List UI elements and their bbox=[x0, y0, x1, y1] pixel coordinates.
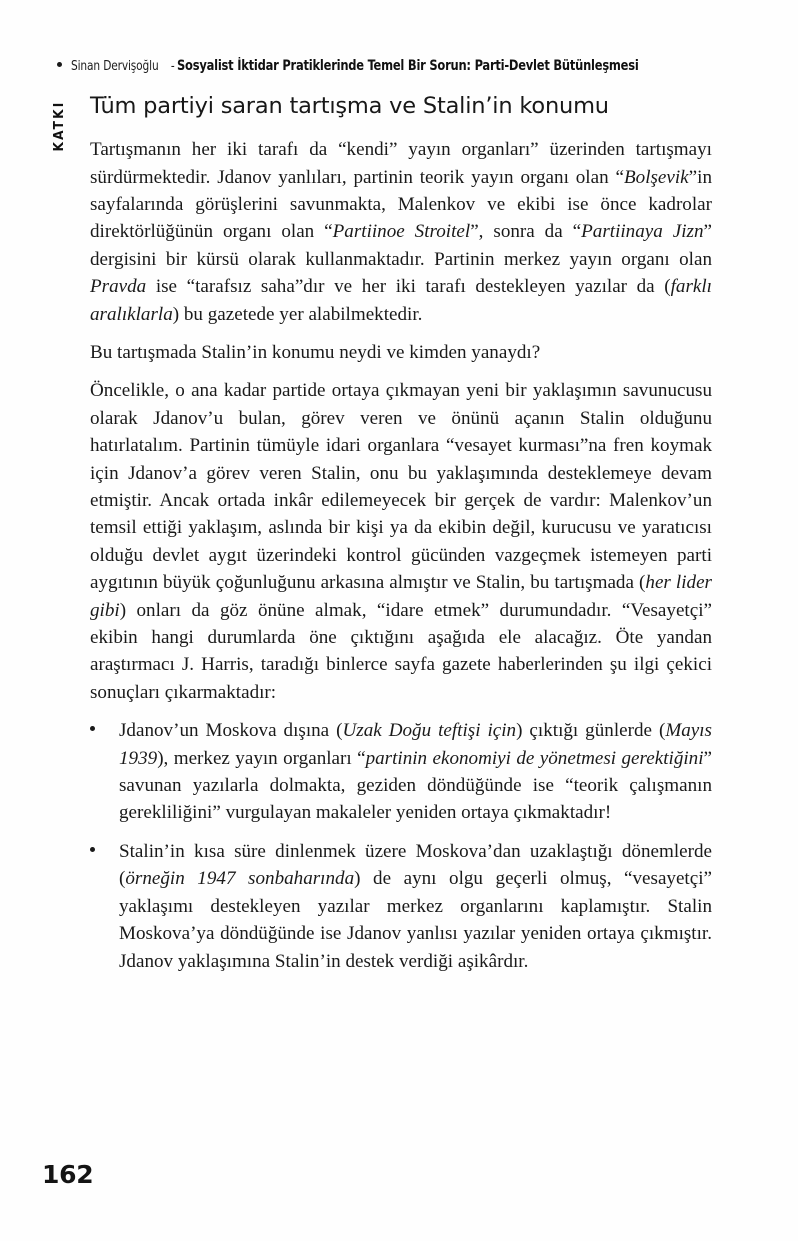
text-run: Tartışmanın her iki tarafı da “kendi” yayın organları” üzerinden tartışmayı sürdürmektedir. Jdanov yanlıları, partinin teorik yayın organı olan “ bbox=[90, 139, 712, 188]
section-tab bbox=[47, 88, 71, 164]
text-run: ), merkez yayın organları “ bbox=[157, 747, 366, 769]
text-run: ) çıktığı günlerde ( bbox=[516, 720, 666, 742]
paragraph-2 bbox=[90, 339, 712, 366]
page-title: Tüm partiyi saran tartışma ve Stalin’in konumu bbox=[90, 93, 609, 119]
paragraph-3 bbox=[90, 377, 712, 706]
italic-run: Partiinoe Stroitel bbox=[332, 221, 471, 243]
italic-run: Mayıs 1939 bbox=[119, 720, 712, 769]
bullet-item-2 bbox=[90, 838, 712, 975]
italic-run: partinin ekonomiyi de yönetmesi gerektiğini bbox=[365, 747, 704, 769]
section-tab-label: KATKI bbox=[51, 100, 67, 152]
text-run: Jdanov’un Moskova dışına ( bbox=[119, 720, 343, 742]
paragraph-1 bbox=[90, 136, 712, 328]
text-run: Bu tartışmada Stalin’in konumu neydi ve kimden yanaydı? bbox=[90, 341, 541, 363]
text-run: ) bu gazetede yer alabilmektedir. bbox=[172, 303, 423, 325]
text-run: Stalin’in kısa süre dinlenmek üzere Moskova’dan uzaklaştığı dönemlerde ( bbox=[119, 840, 712, 890]
italic-run: her lider gibi bbox=[90, 572, 712, 621]
text-run: ”in sayfalarında görüşlerini savunmakta, Malenkov ve ekibi ise önce kadrolar direktörlüğünün organı olan “ bbox=[90, 166, 712, 243]
running-header bbox=[57, 58, 747, 80]
bullet-marker-icon bbox=[90, 717, 119, 744]
header-article-title: Sosyalist İktidar Pratiklerinde Temel Bir Sorun: Parti-Devlet Bütünleşmesi bbox=[176, 58, 639, 74]
text-run: ) onları da göz önüne almak, “idare etmek” durumundadır. “Vesayetçi” ekibin hangi durumlarda öne çıktığını aşağıda ele alacağız. Öte yandan araştırmacı J. Harris, taradığı binlerce sayfa gazete haberlerinden şu ilgi çekici sonuçları çıkarmaktadır: bbox=[90, 599, 712, 703]
bullet-dot-icon bbox=[57, 62, 62, 67]
text-run: ”, sonra da “ bbox=[470, 221, 582, 243]
italic-run: Partiinaya Jizn bbox=[581, 221, 704, 243]
italic-run: farklı aralıklarla bbox=[90, 276, 712, 325]
text-run: ” savunan yazılarla dolmakta, geziden döndüğünde ise “teorik çalışmanın gerekliliğini” vurgulayan makaleler yeniden ortaya çıkmaktadır! bbox=[119, 747, 713, 824]
text-run: ” dergisini bir kürsü olarak kullanmaktadır. Partinin merkez yayın organı olan bbox=[90, 221, 712, 270]
text-run: Öncelikle, o ana kadar partide ortaya çıkmayan yeni bir yaklaşımın savunucusu olarak Jdanov’u bulan, görev veren ve önünü açanın Stalin olduğunu hatırlatalım. Partinin tümüyle idari organlara “vesayet kurması”na fren koymak için Jdanov’a görev veren Stalin, onu bu yaklaşımında desteklemeye devam etmiştir. Ancak ortada inkâr edilemeyecek bir gerçek de vardır: Malenkov’un temsil ettiği yaklaşım, aslında bir kişi ya da ekibin değil, kurucusu ve yaratıcısı olduğu devlet aygıt üzerindeki kontrol gücünden vazgeçmek istemeyen parti aygıtının büyük çoğunluğunu arkasına almıştır ve Stalin, bu tartışmada ( bbox=[90, 380, 712, 594]
text-run: ise “tarafsız saha”dır ve her iki tarafı destekleyen yazılar da ( bbox=[146, 276, 671, 298]
italic-run: Pravda bbox=[90, 276, 147, 298]
italic-run: Bolşevik bbox=[623, 166, 689, 188]
text-run: ) de aynı olgu geçerli olmuş, “vesayetçi” yaklaşımı destekleyen yazılar merkez organlarını kaplamıştır. Stalin Moskova’ya döndüğünde ise Jdanov yanlısı yazılar yeniden ortaya çıkmıştır. Jdanov yaklaşımına Stalin’in destek verdiği aşikârdır. bbox=[119, 868, 712, 972]
article-body bbox=[90, 92, 712, 986]
italic-run: Uzak Doğu teftişi için bbox=[342, 720, 517, 742]
bullet-marker-icon bbox=[90, 838, 119, 865]
header-author: Sinan Dervişoğlu bbox=[71, 59, 159, 74]
bullet-item-1 bbox=[90, 717, 712, 827]
header-separator: - bbox=[171, 59, 176, 74]
page-number: 162 bbox=[42, 1160, 94, 1189]
italic-run: örneğin 1947 sonbaharında bbox=[125, 868, 355, 890]
